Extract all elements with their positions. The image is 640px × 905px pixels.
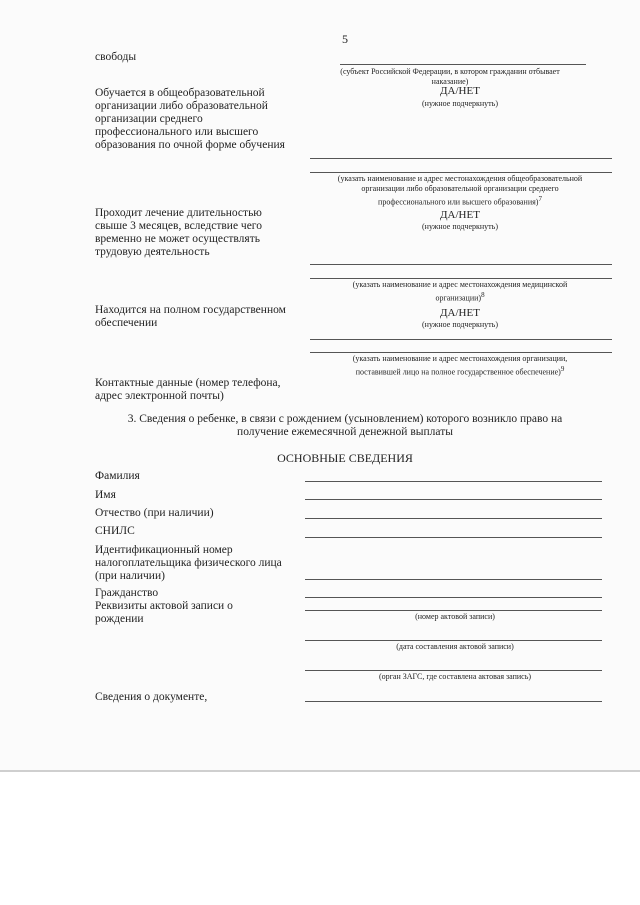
state-support-input-line-2[interactable]	[310, 352, 612, 353]
treatment-label: Проходит лечение длительностью свыше 3 месяцев, вследствие чего временно не может осуществлять трудовую деятельность	[95, 207, 262, 258]
state-support-yesno[interactable]: ДА/НЕТ	[440, 307, 480, 319]
treatment-underline-hint: (нужное подчеркнуть)	[422, 222, 498, 231]
subject-caption: (субъект Российской Федерации, в котором гражданин отбывает наказание)	[340, 67, 560, 86]
record-zags-input-line[interactable]	[305, 670, 602, 671]
citizenship-label: Гражданство	[95, 587, 159, 599]
record-number-caption: (номер актовой записи)	[415, 612, 495, 621]
state-support-input-line[interactable]	[310, 339, 612, 340]
page-number: 5	[342, 32, 348, 46]
inn-label: Идентификационный номер налогоплательщика физического лица (при наличии)	[95, 544, 282, 582]
contact-label: Контактные данные (номер телефона, адрес электронной почты)	[95, 377, 281, 402]
state-support-caption: (указать наименование и адрес местонахождения организации, поставившей лицо на полное государственное обеспечение)$^9$	[352, 354, 568, 377]
state-support-underline-hint: (нужное подчеркнуть)	[422, 320, 498, 329]
record-zags-caption: (орган ЗАГС, где составлена актовая запись)	[378, 672, 532, 681]
snils-label: СНИЛС	[95, 525, 135, 537]
surname-label: Фамилия	[95, 470, 140, 482]
document-input-line[interactable]	[305, 701, 602, 702]
patronymic-input-line[interactable]	[305, 518, 602, 519]
surname-input-line[interactable]	[305, 481, 602, 482]
education-underline-hint: (нужное подчеркнуть)	[422, 99, 498, 108]
treatment-caption: (указать наименование и адрес местонахождения медицинской организации)$^8$	[352, 280, 568, 303]
treatment-yesno[interactable]: ДА/НЕТ	[440, 209, 480, 221]
snils-input-line[interactable]	[305, 537, 602, 538]
education-label: Обучается в общеобразовательной организации либо образовательной организации среднего профессионального или высшего образования по очной форме обучения	[95, 87, 285, 151]
patronymic-label: Отчество (при наличии)	[95, 507, 214, 519]
treatment-input-line-2[interactable]	[310, 278, 612, 279]
record-date-caption: (дата составления актовой записи)	[396, 642, 514, 651]
education-input-line-2[interactable]	[310, 172, 612, 173]
inn-input-line[interactable]	[305, 579, 602, 580]
education-yesno[interactable]: ДА/НЕТ	[440, 85, 480, 97]
basic-info-heading: ОСНОВНЫЕ СВЕДЕНИЯ	[277, 451, 413, 465]
record-date-input-line[interactable]	[305, 640, 602, 641]
citizenship-input-line[interactable]	[305, 597, 602, 598]
page-gap	[0, 772, 640, 905]
state-support-label: Находится на полном государственном обеспечении	[95, 304, 286, 329]
subject-input-line[interactable]	[340, 64, 586, 65]
name-label: Имя	[95, 489, 116, 501]
freedom-word: свободы	[95, 51, 137, 63]
education-input-line[interactable]	[310, 158, 612, 159]
document-label: Сведения о документе,	[95, 691, 208, 703]
section3-title: 3. Сведения о ребенке, в связи с рождением (усыновлением) которого возникло право на получение ежемесячной денежной выплаты	[127, 413, 563, 438]
record-number-input-line[interactable]	[305, 610, 602, 611]
birth-record-label: Реквизиты актовой записи о рождении	[95, 600, 233, 625]
name-input-line[interactable]	[305, 499, 602, 500]
education-caption: (указать наименование и адрес местонахождения общеобразовательной организации либо образовательной организации среднего профессионального или высшего образования)$^7$	[337, 174, 583, 207]
treatment-input-line[interactable]	[310, 264, 612, 265]
